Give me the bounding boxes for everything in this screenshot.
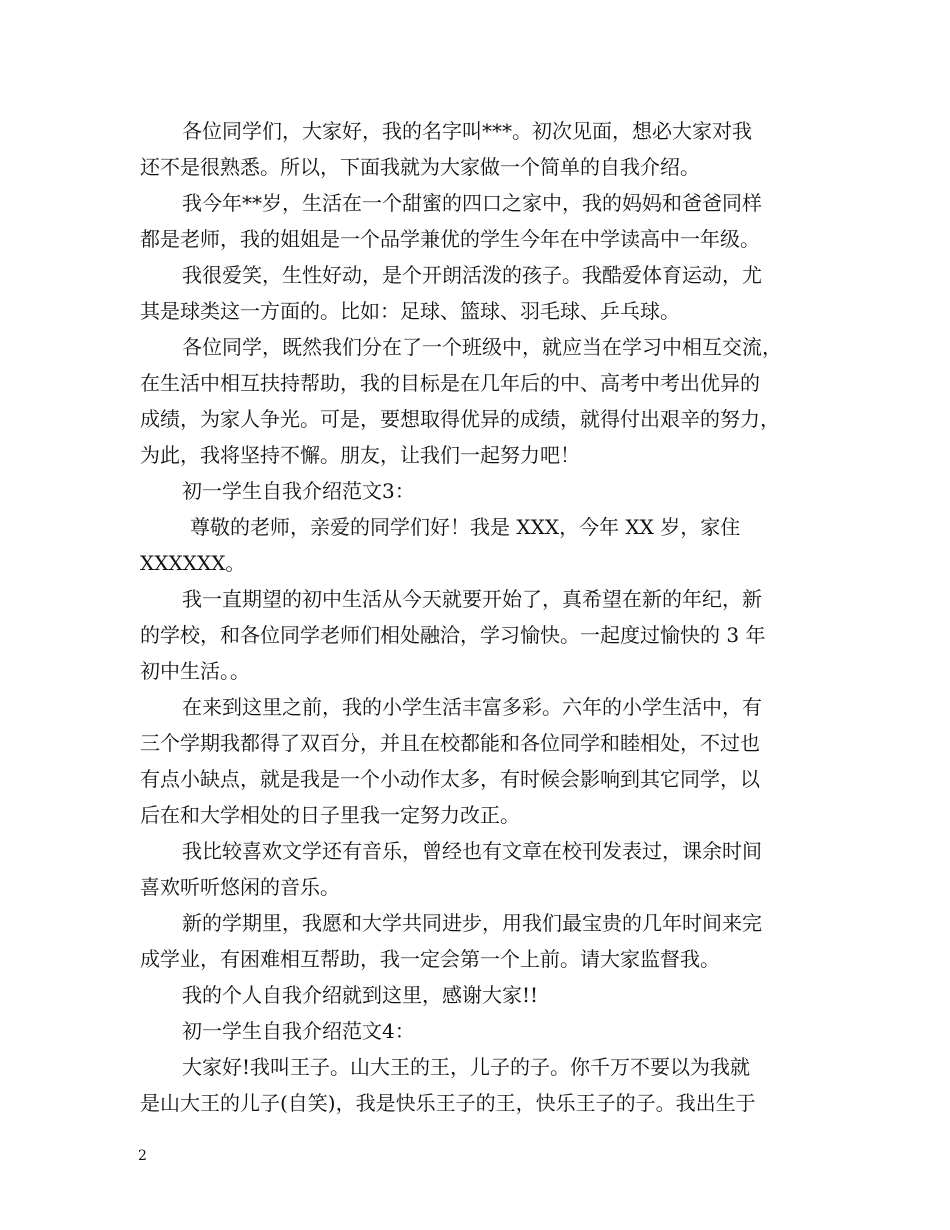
text-line: XXXXXX。: [140, 551, 246, 575]
text-line: 初一学生自我介绍范文4：: [182, 1019, 415, 1043]
text-line: 各位同学，既然我们分在了一个班级中，就应当在学习中相互交流，: [182, 335, 782, 359]
document-body: [140, 113, 820, 1121]
text-line: 尊敬的老师，亲爱的同学们好！我是 XXX，今年 XX 岁，家住: [190, 515, 741, 539]
text-line: 后在和大学相处的日子里我一定努力改正。: [140, 803, 520, 827]
text-line: 有点小缺点，就是我是一个小动作太多，有时候会影响到其它同学，以: [140, 767, 760, 791]
page-number: 2: [138, 1148, 147, 1164]
text-line: 初中生活。。: [140, 659, 250, 683]
text-line: 各位同学们，大家好，我的名字叫***。初次见面，想必大家对我: [182, 119, 752, 143]
text-line: 初一学生自我介绍范文3：: [182, 479, 415, 503]
text-line: 的学校，和各位同学老师们相处融洽，学习愉快。一起度过愉快的 3 年: [140, 623, 766, 647]
text-line: 在生活中相互扶持帮助，我的目标是在几年后的中、高考中考出优异的: [140, 371, 760, 395]
text-line: 都是老师，我的姐姐是一个品学兼优的学生今年在中学读高中一年级。: [140, 227, 760, 251]
text-line: 是山大王的儿子(自笑)，我是快乐王子的王，快乐王子的子。我出生于: [140, 1091, 756, 1115]
text-line: 我比较喜欢文学还有音乐，曾经也有文章在校刊发表过，课余时间: [182, 839, 762, 863]
text-line: 我的个人自我介绍就到这里，感谢大家!!: [182, 983, 539, 1007]
text-line: 喜欢听听悠闲的音乐。: [140, 875, 340, 899]
text-line: 三个学期我都得了双百分，并且在校都能和各位同学和睦相处，不过也: [140, 731, 760, 755]
text-line: 为此，我将坚持不懈。朋友，让我们一起努力吧！: [140, 443, 580, 467]
text-line: 新的学期里，我愿和大学共同进步，用我们最宝贵的几年时间来完: [182, 911, 762, 935]
text-line: 大家好!我叫王子。山大王的王，儿子的子。你千万不要以为我就: [182, 1055, 751, 1079]
text-line: 我一直期望的初中生活从今天就要开始了，真希望在新的年纪，新: [182, 587, 762, 611]
text-line: 其是球类这一方面的。比如：足球、篮球、羽毛球、乒乓球。: [140, 299, 680, 323]
text-line: 成绩，为家人争光。可是，要想取得优异的成绩，就得付出艰辛的努力，: [140, 407, 780, 431]
text-line: 成学业，有困难相互帮助，我一定会第一个上前。请大家监督我。: [140, 947, 720, 971]
text-line: 在来到这里之前，我的小学生活丰富多彩。六年的小学生活中，有: [182, 695, 762, 719]
text-line: 还不是很熟悉。所以，下面我就为大家做一个简单的自我介绍。: [140, 155, 700, 179]
text-line: 我今年**岁，生活在一个甜蜜的四口之家中，我的妈妈和爸爸同样: [182, 191, 762, 215]
text-line: 我很爱笑，生性好动，是个开朗活泼的孩子。我酷爱体育运动，尤: [182, 263, 762, 287]
